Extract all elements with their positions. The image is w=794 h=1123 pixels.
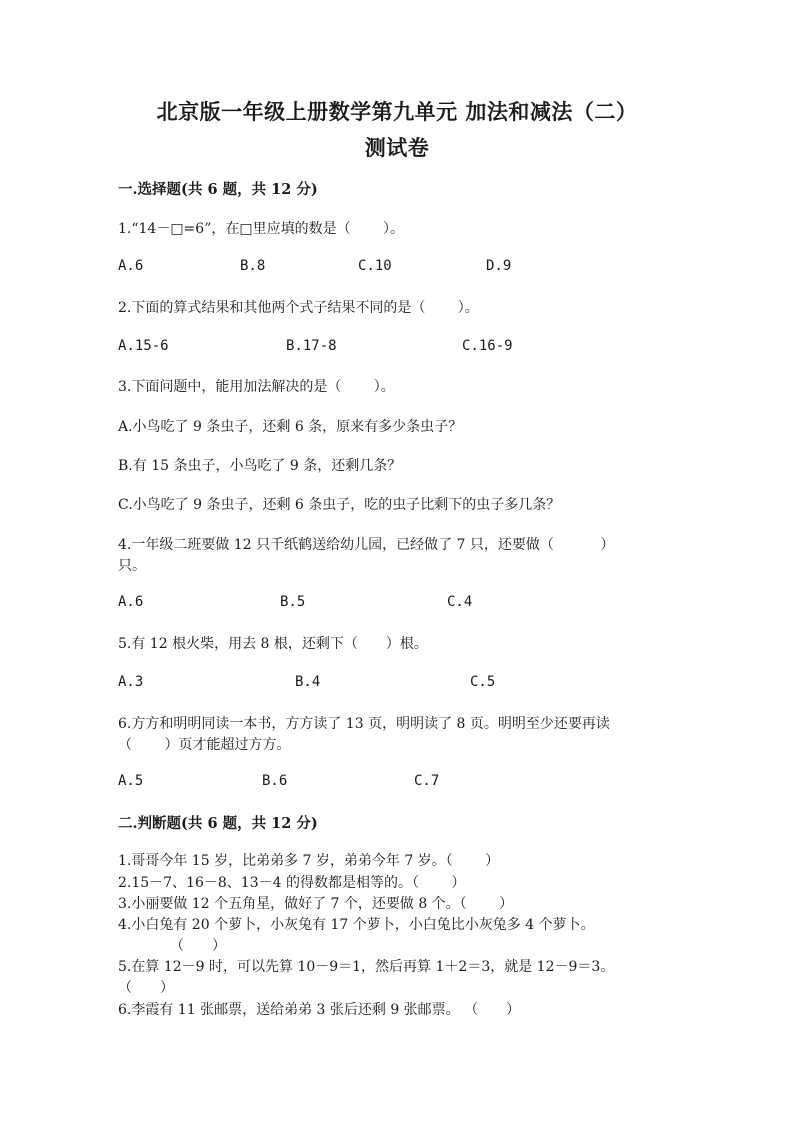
q5-option-c: C.5 [470, 674, 496, 690]
q3-option-a: A.小鸟吃了 9 条虫子，还剩 6 条，原来有多少条虫子？ [118, 419, 463, 435]
question-6: 6.方方和明明同读一本书，方方读了 13 页，明明读了 8 页。明明至少还要再读 [118, 716, 610, 732]
q6-option-b: B.6 [262, 773, 288, 789]
judgement-3: 3.小丽要做 12 个五角星，做好了 7 个，还要做 8 个。（ ） [118, 896, 514, 912]
judgement-1: 1.哥哥今年 15 岁，比弟弟多 7 岁，弟弟今年 7 岁。（ ） [118, 853, 500, 869]
q2-option-a: A.15-6 [118, 338, 169, 354]
q2-option-b: B.17-8 [286, 338, 337, 354]
judgement-4-cont: （ ） [170, 938, 226, 954]
question-2: 2.下面的算式结果和其他两个式子结果不同的是（ ）。 [118, 300, 479, 316]
q1-option-c: C.10 [358, 258, 392, 274]
question-4: 4.一年级二班要做 12 只千纸鹤送给幼儿园，已经做了 7 只，还要做（ ） [118, 537, 615, 553]
judgement-5-cont: （ ） [118, 980, 174, 996]
q4-option-b: B.5 [280, 594, 306, 610]
q4-option-a: A.6 [118, 594, 144, 610]
q6-option-a: A.5 [118, 773, 144, 789]
q5-option-a: A.3 [118, 674, 144, 690]
q4-option-c: C.4 [447, 594, 473, 610]
question-1: 1.“14－□=6”，在□里应填的数是（ ）。 [118, 221, 405, 237]
q3-option-c: C.小鸟吃了 9 条虫子，还剩 6 条虫子，吃的虫子比剩下的虫子多几条？ [118, 497, 561, 513]
question-5: 5.有 12 根火柴，用去 8 根，还剩下（ ）根。 [118, 636, 428, 652]
section-2-heading: 二.判断题(共 6 题，共 12 分) [118, 815, 318, 832]
title-line-2: 测试卷 [364, 135, 430, 160]
q5-option-b: B.4 [295, 674, 321, 690]
question-4-cont: 只。 [118, 558, 146, 574]
judgement-4: 4.小白兔有 20 个萝卜，小灰兔有 17 个萝卜，小白兔比小灰兔多 4 个萝卜。 [118, 917, 595, 933]
judgement-5: 5.在算 12－9 时，可以先算 10－9＝1，然后再算 1＋2＝3，就是 12－9＝3。 [118, 959, 615, 975]
title-line-1: 北京版一年级上册数学第九单元 加法和减法（二） [156, 99, 638, 124]
judgement-2: 2.15－7、16－8、13－4 的得数都是相等的。（ ） [118, 875, 466, 891]
q1-option-a: A.6 [118, 258, 144, 274]
judgement-6: 6.李霞有 11 张邮票，送给弟弟 3 张后还剩 9 张邮票。 （ ） [118, 1002, 521, 1018]
question-6-cont: （ ）页才能超过方方。 [118, 737, 291, 753]
q1-option-b: B.8 [240, 258, 266, 274]
q6-option-c: C.7 [414, 773, 440, 789]
q3-option-b: B.有 15 条虫子，小鸟吃了 9 条，还剩几条？ [118, 458, 402, 474]
q1-option-d: D.9 [486, 258, 512, 274]
q2-option-c: C.16-9 [462, 338, 513, 354]
question-3: 3.下面问题中，能用加法解决的是（ ）。 [118, 379, 395, 395]
section-1-heading: 一.选择题(共 6 题，共 12 分) [118, 181, 318, 198]
